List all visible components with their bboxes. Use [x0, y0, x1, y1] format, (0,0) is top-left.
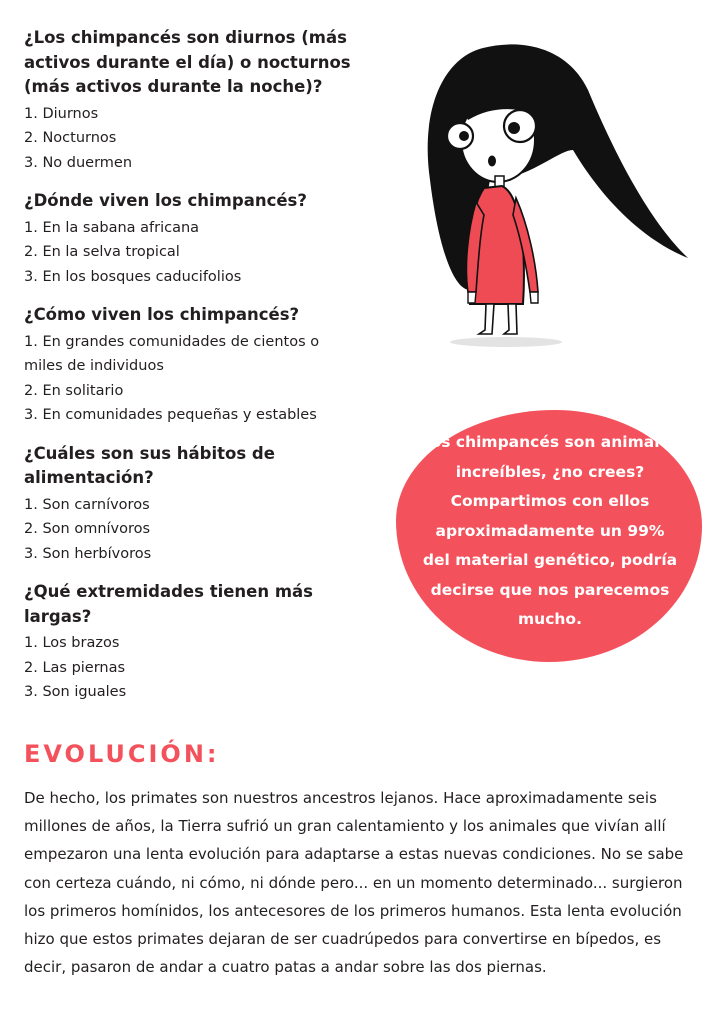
question-title: ¿Los chimpancés son diurnos (más activos durante el día) o nocturnos (más activos durante la noche)?: [24, 28, 351, 96]
speech-bubble-text: Los chimpancés son animales increíbles, ¿no crees? Compartimos con ellos aproximadamente un 99% del material genético, podría decirse que nos parecemos mucho.: [420, 433, 680, 628]
answer-option: 3. No duermen: [24, 154, 133, 171]
answer-option: 1. En grandes comunidades de cientos o miles de individuos: [24, 333, 320, 374]
mouth: [488, 156, 496, 167]
left-hand: [468, 292, 476, 303]
quiz-questions: [24, 26, 384, 719]
question-title: ¿Qué extremidades tienen más largas?: [24, 582, 313, 626]
right-leg: [504, 304, 517, 334]
left-pupil: [459, 131, 469, 141]
answer-option: 2. En solitario: [24, 382, 124, 399]
answer-option: 2. Nocturnos: [24, 130, 117, 146]
answer-option: 3. Son iguales: [24, 684, 127, 700]
answer-option: 2. Son omnívoros: [24, 521, 151, 537]
section-title: EVOLUCIÓN:: [24, 740, 220, 768]
question-block: [24, 580, 384, 705]
answer-option: 1. En la sabana africana: [24, 219, 200, 236]
answer-option: 1. Diurnos: [24, 105, 99, 122]
answer-option: 3. En comunidades pequeñas y estables: [24, 407, 317, 423]
right-hand: [530, 292, 538, 303]
question-block: [24, 26, 384, 175]
question-block: [24, 189, 384, 289]
right-pupil: [508, 122, 520, 134]
question-block: [24, 442, 384, 567]
answer-option: 3. En los bosques caducifolios: [24, 268, 242, 285]
section-body: De hecho, los primates son nuestros ancestros lejanos. Hace aproximadamente seis millones de años, la Tierra sufrió un gran calentamiento y los animales que vivían allí empezaron una lenta evolución para adaptarse a estas nuevas condiciones. No se sabe con certeza cuándo, ni cómo, ni dónde pero... en un momento determinado... surgieron los primeros homínidos, los antecesores de los primeros humanos. Esta lenta evolución hizo que estos primates dejaran de ser cuadrúpedos para convertirse en bípedos, es decir, pasaron de andar a cuatro patas a andar sobre las dos piernas.: [24, 789, 684, 977]
answer-option: 2. Las piernas: [24, 659, 126, 676]
answer-option: 1. Los brazos: [24, 635, 120, 651]
floor-shadow: [450, 337, 562, 347]
question-title: ¿Cuáles son sus hábitos de alimentación?: [24, 443, 275, 487]
question-title: ¿Dónde viven los chimpancés?: [24, 191, 307, 210]
question-block: [24, 303, 384, 428]
girl-illustration: [398, 30, 698, 350]
answer-option: 3. Son herbívoros: [24, 545, 152, 562]
left-leg: [479, 304, 494, 334]
question-title: ¿Cómo viven los chimpancés?: [24, 305, 300, 324]
answer-option: 2. En la selva tropical: [24, 244, 180, 260]
answer-option: 1. Son carnívoros: [24, 496, 150, 513]
